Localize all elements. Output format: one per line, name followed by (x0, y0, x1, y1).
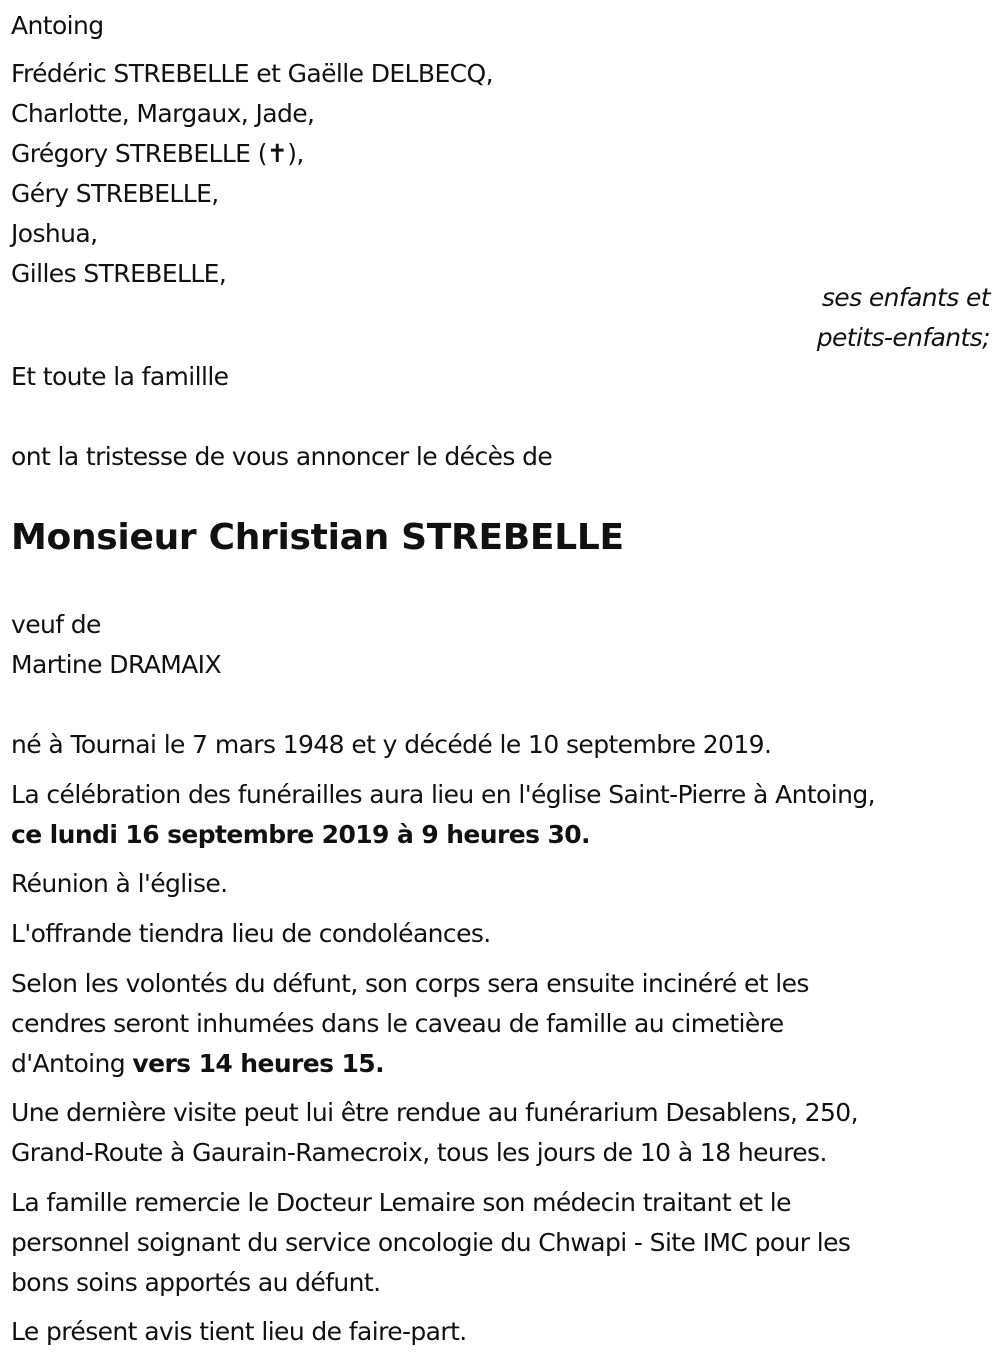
visit-line: Grand-Route à Gaurain-Ramecroix, tous les jours de 10 à 18 heures. (11, 1138, 827, 1167)
family-line: Géry STREBELLE, (11, 179, 219, 208)
deceased-name: Monsieur Christian STREBELLE (11, 517, 624, 558)
ceremony-date-bold: ce lundi 16 septembre 2019 à 9 heures 30. (11, 820, 590, 849)
extended-family: Et toute la famillle (11, 362, 229, 391)
ceremony-location: La célébration des funérailles aura lieu en l'église Saint-Pierre à Antoing, (11, 780, 875, 809)
thanks-line: bons soins apportés au défunt. (11, 1268, 381, 1297)
cremation-line: Selon les volontés du défunt, son corps sera ensuite incinéré et les (11, 969, 809, 998)
cremation-line (11, 1044, 384, 1084)
family-line: Frédéric STREBELLE et Gaëlle DELBECQ, (11, 59, 493, 88)
meeting-info: Réunion à l'église. (11, 869, 228, 898)
cremation-line: cendres seront inhumées dans le caveau de famille au cimetière (11, 1009, 784, 1038)
family-line: Gilles STREBELLE, (11, 259, 227, 288)
spouse-name: Martine DRAMAIX (11, 650, 221, 679)
birth-death-info: né à Tournai le 7 mars 1948 et y décédé le 10 septembre 2019. (11, 730, 772, 759)
offering-info: L'offrande tiendra lieu de condoléances. (11, 919, 491, 948)
family-line: Charlotte, Margaux, Jade, (11, 99, 315, 128)
ceremony-date (11, 815, 590, 855)
family-role-line1: ses enfants et (821, 283, 990, 312)
thanks-line: personnel soignant du service oncologie du Chwapi - Site IMC pour les (11, 1228, 851, 1257)
announcement-intro: ont la tristesse de vous annoncer le décès de (11, 442, 553, 471)
family-line: Grégory STREBELLE (✝), (11, 139, 304, 168)
cremation-place: d'Antoing (11, 1049, 133, 1078)
family-role-line2: petits-enfants; (816, 323, 990, 352)
visit-line: Une dernière visite peut lui être rendue au funérarium Desablens, 250, (11, 1098, 858, 1127)
family-line: Joshua, (11, 219, 98, 248)
thanks-line: La famille remercie le Docteur Lemaire son médecin traitant et le (11, 1188, 791, 1217)
location-heading: Antoing (11, 11, 104, 40)
notice-line: Le présent avis tient lieu de faire-part. (11, 1317, 467, 1346)
widower-label: veuf de (11, 610, 101, 639)
cremation-time: vers 14 heures 15. (132, 1049, 384, 1078)
